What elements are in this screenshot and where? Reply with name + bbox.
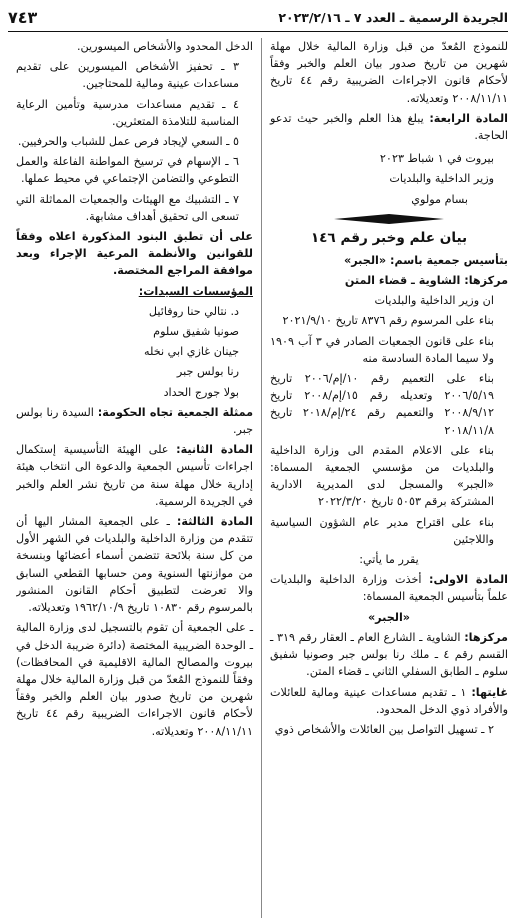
goal-6: ٦ ـ الإسهام في ترسيخ المواطنة الفاعلة والعمل التطوعي والتضامن الإجتماعي في محيط عملها. — [16, 155, 239, 186]
goal-2: ٢ ـ تسهيل التواصل بين العائلات والأشخاص ذوي — [274, 722, 494, 736]
founder-4: رنا بولس جبر — [176, 365, 239, 379]
article-1-label: المادة الاولى: — [428, 573, 508, 587]
basis-4: بناء على الاعلام المقدم الى وزارة الداخلية والبلديات من مؤسسي الجمعية المسماة: «الجبر» والمسجل لدى المديرية الادارية المشتركة برقم ٥٠٥٣ تاريخ ٢٠٢٢/٣/٢٠ — [270, 443, 494, 509]
goals — [270, 684, 508, 718]
article-4-text: يبلغ هذا العلم والخبر حيث تدعو الحاجة. — [270, 111, 508, 143]
representative-label: ممثلة الجمعية تجاه الحكومة: — [97, 405, 253, 419]
article-4-label: المادة الرابعة: — [429, 111, 508, 125]
basis-2: بناء على قانون الجمعيات الصادر في ٣ آب ١٩٠٩ ولا سيما المادة السادسة منه — [270, 334, 494, 365]
founder-5: بولا جورج الحداد — [163, 385, 239, 399]
headquarters-text: الشاوية ـ الشارع العام ـ العقار رقم ٣١٩ ـ القسم رقم ٤ ـ ملك رنا بولس جبر وصونيا شفيق سلوم ـ الطابق السفلي الثاني ـ قضاء المتن. — [270, 630, 508, 679]
representative-text: السيدة رنا بولس جبر. — [16, 405, 253, 437]
article-1-text: أخذت وزارة الداخلية والبلديات علماً بتأسيس الجمعية المسماة: — [270, 573, 508, 604]
article-2-label: المادة الثانية: — [176, 443, 253, 457]
basis-1: بناء على المرسوم رقم ٨٣٧٦ تاريخ ٢٠٢١/٩/١٠ — [282, 314, 494, 328]
founder-3: جينان غازي ابي نخله — [144, 345, 239, 359]
basis-3: بناء على التعميم رقم ١٠/إم/٢٠٠٦ تاريخ ٢٠٠٦/٥/١٩ وتعديله رقم ١٥/إم/٢٠٠٨ تاريخ ٢٠٠٨/٩/١٢ والتعميم رقم ٢٤/إم/٢٠١٨ تاريخ ٢٠١٨/١١/٨ — [270, 372, 494, 437]
article-2 — [16, 441, 253, 510]
notice-subtitle-name: بتأسيس جمعية باسم: «الجبر» — [344, 253, 508, 267]
article-4 — [270, 110, 508, 144]
article-3-text: ـ على الجمعية المشار اليها أن تتقدم من وزارة الداخلية والبلديات في الشهر الأول من كل سنة بلائحة تتضمن أسماء أعضائها وبنسخة من موازنتها السنوية ومن حسابها القطعي السابق والا تعرضت لتطبيق أحكام القانون المنشور بالمرسوم رقم ١٠٨٣٠ تاريخ ١٩٦٢/١٠/٩ وتعديلاته. — [16, 515, 253, 615]
founder-2: صونيا شفيق سلوم — [153, 325, 239, 339]
basis-5: بناء على اقتراح مدير عام الشؤون السياسية واللاجئين — [270, 515, 494, 546]
goals-label: غايتها: — [471, 685, 508, 699]
signing-date: بيروت في ١ شباط ٢٠٢٣ — [379, 152, 494, 166]
page-header — [8, 6, 508, 32]
article-1 — [270, 571, 508, 605]
goal-1: ١ ـ تقديم مساعدات عينية ومالية للعائلات والأفراد ذوي الدخل المحدود. — [270, 685, 508, 716]
section-divider — [270, 214, 508, 224]
goal-3: ٣ ـ تحفيز الأشخاص الميسورين على تقديم مساعدات عينية ومالية للمحتاجين. — [16, 60, 239, 91]
headquarters-label: مركزها: — [464, 630, 508, 644]
goal-5: ٥ ـ السعي لإيجاد فرص عمل للشباب والحرفيين. — [17, 135, 239, 149]
minister-name: بسام مولوي — [411, 192, 468, 206]
goal-2-continued: الدخل المحدود والأشخاص الميسورين. — [76, 40, 253, 53]
right-column — [262, 38, 508, 918]
notice-title: بيان علم وخبر رقم ١٤٦ — [310, 229, 468, 246]
page-number: ٧٤٣ — [8, 7, 38, 27]
condition-clause: على أن تطبق البنود المذكورة اعلاه وفقاً للقوانين والأنظمة المرعية الإجراء وبعد موافقة المراجع المختصة. — [16, 230, 253, 278]
goal-7: ٧ ـ التشبيك مع الهيئات والجمعيات المماثلة التي تسعى الى تحقيق أهداف مشابهة. — [16, 192, 239, 223]
article-3 — [16, 513, 253, 616]
article-2-text: على الهيئة التأسيسية إستكمال اجراءات تأسيس الجمعية والدعوة الى انتخاب هيئة إدارية خلال مهلة سنة من تاريخ نشر العلم والخبر في الجريدة الرسمية. — [16, 443, 253, 508]
decides-line: يقرر ما يأتي: — [359, 553, 419, 567]
header-title: الجريدة الرسمية ـ العدد ٧ ـ ٢٠٢٣/٢/١٦ — [278, 9, 508, 25]
minister-title: وزير الداخلية والبلديات — [389, 172, 494, 186]
article-3-tax: ـ على الجمعية أن تقوم بالتسجيل لدى وزارة المالية ـ الوحدة الضريبية المختصة (دائرة ضريبة الدخل في بيروت والمصالح المالية الاقليمية في المحافظات) وفقاً للنموذج المُعدّ من قبل وزارة المالية خلال مهلة شهرين من تاريخ صدور بيان العلم والخبر وفقاً لأحكام قانون الاجراءات الضريبية رقم ٤٤ تاريخ ٢٠٠٨/١١/١١ وتعديلاته. — [16, 621, 253, 738]
notice-subtitle-hq: مركزها: الشاوية ـ قضاء المتن — [344, 274, 508, 288]
left-column — [16, 38, 262, 918]
columns — [8, 38, 508, 918]
goal-4: ٤ ـ تقديم مساعدات مدرسية وتأمين الرعاية المناسبة للتلامذة المتعثرين. — [16, 97, 239, 128]
tax-registration-clause: للنموذج المُعدّ من قبل وزارة المالية خلال مهلة شهرين من تاريخ صدور بيان العلم والخبر وفقاً لأحكام قانون الاجراءات الضريبية رقم ٤٤ تاريخ ٢٠٠٨/١١/١١ وتعديلاته. — [270, 40, 508, 105]
association-name: «الجبر» — [367, 610, 411, 624]
founder-1: د. نتالي حنا روفائيل — [148, 304, 239, 318]
intro-line: ان وزير الداخلية والبلديات — [374, 294, 494, 308]
representative — [16, 404, 253, 438]
headquarters — [270, 629, 508, 681]
article-3-label: المادة الثالثة: — [176, 515, 253, 529]
founders-label: المؤسسات السيدات: — [138, 284, 253, 298]
